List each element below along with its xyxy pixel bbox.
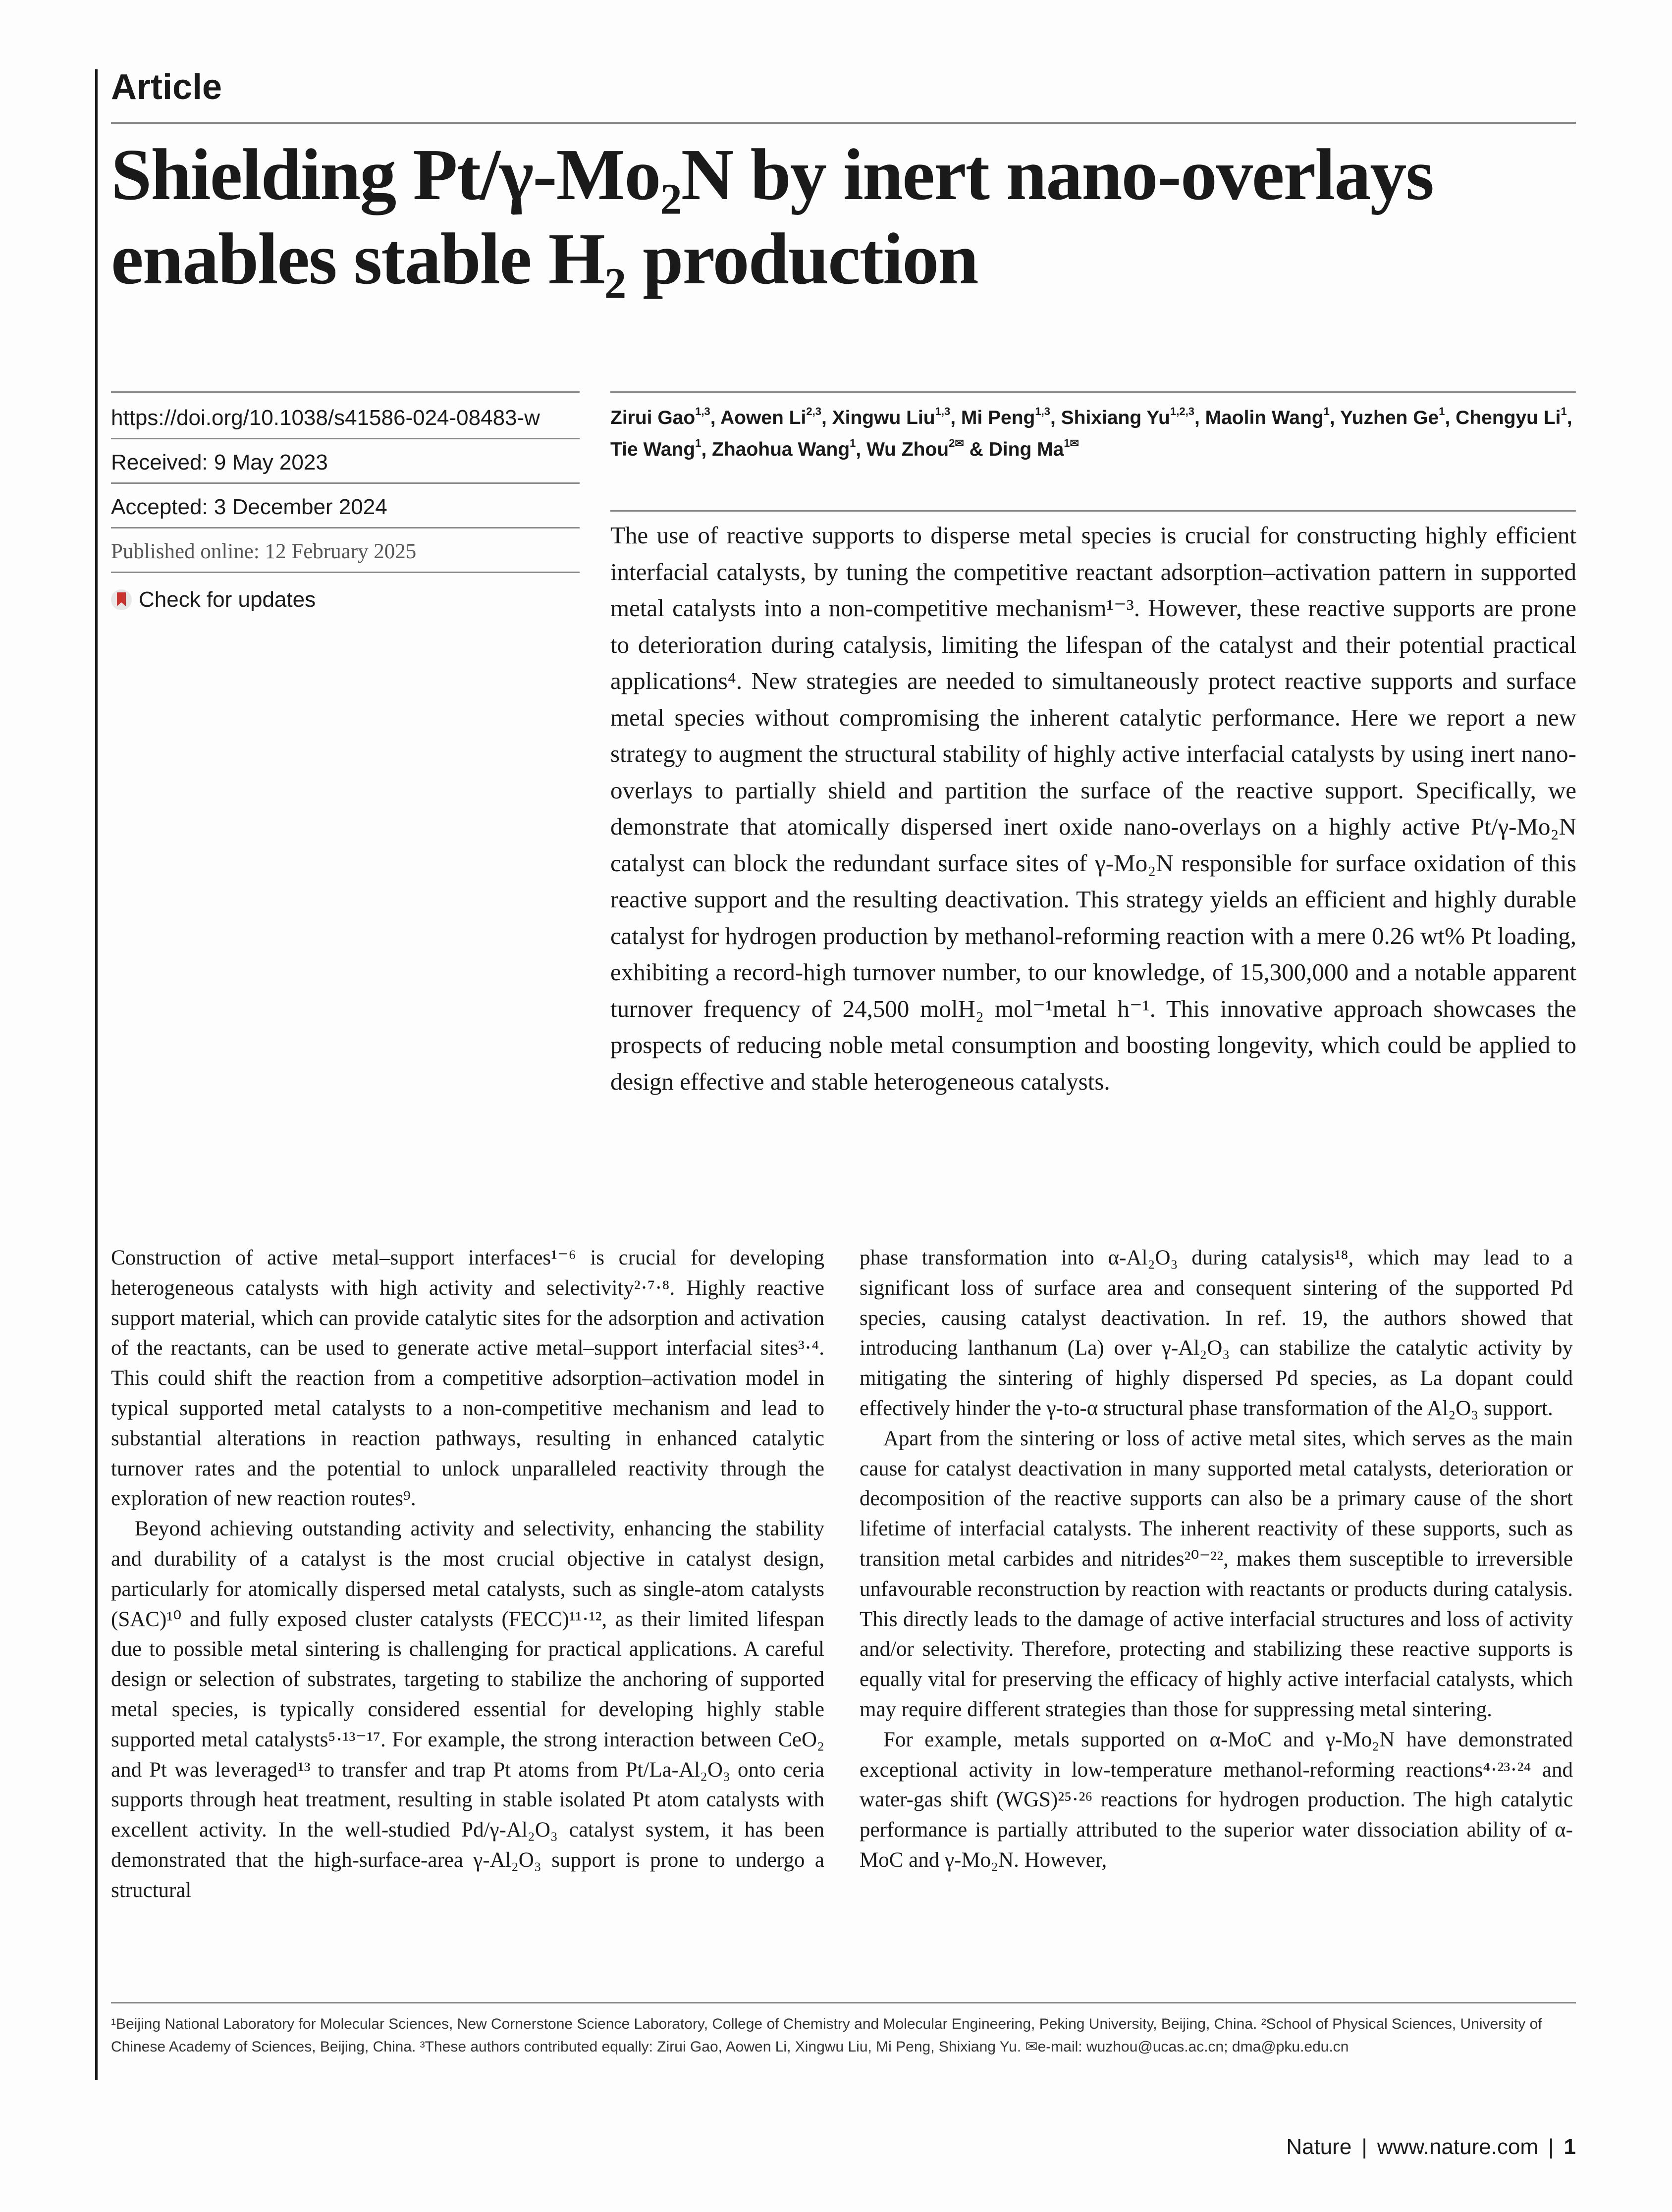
author-name[interactable]: Aowen Li	[720, 407, 807, 428]
title-line-1: Shielding Pt/γ-Mo₂N by inert nano-overlays	[111, 134, 1433, 215]
affiliations-footnote: ¹Beijing National Laboratory for Molecular Sciences, New Cornerstone Science Laboratory, College of Chemistry and Molecular Engineering, Peking University, Beijing, China. ²School of Physical Sciences, University of Chinese Academy of Sciences, Beijing, China. ³These authors contributed equally: Zirui Gao, Aowen Li, Xingwu Liu, Mi Peng, Shixiang Yu. ✉e-mail: wuzhou@ucas.ac.cn; dma@pku.edu.cn	[111, 2016, 1542, 2055]
meta-divider	[111, 438, 580, 439]
author-name[interactable]: Xingwu Liu	[832, 407, 935, 428]
author-name[interactable]: Tie Wang	[610, 439, 696, 460]
author-name[interactable]: Wu Zhou	[866, 439, 949, 460]
meta-divider	[111, 527, 580, 528]
body-column-right	[860, 1243, 1573, 1876]
authors-rule-top	[610, 391, 1576, 393]
page-footer	[1286, 2135, 1576, 2159]
author-separator: ,	[1445, 407, 1456, 428]
page-number: 1	[1564, 2135, 1576, 2159]
author-affiliation: 2,3	[806, 405, 821, 418]
footnote-rule	[111, 2002, 1576, 2003]
author-affiliation: 1	[1439, 405, 1445, 418]
footer-separator: |	[1548, 2135, 1554, 2159]
section-label: Article	[111, 67, 222, 107]
author-separator: ,	[1050, 407, 1061, 428]
abstract: The use of reactive supports to disperse metal species is crucial for constructing highly efficient interfacial catalysts, by tuning the competitive reactant adsorption–activation pattern in supported metal catalysts into a non-competitive mechanism¹⁻³. However, these reactive supports are prone to deterioration during catalysis, limiting the lifespan of the catalyst and their potential practical applications⁴. New strategies are needed to simultaneously protect reactive supports and surface metal species without compromising the inherent catalytic performance. Here we report a new strategy to augment the structural stability of highly active interfacial catalysts by using inert nano-overlays to partially shield and partition the surface of the reactive support. Specifically, we demonstrate that atomically dispersed inert oxide nano-overlays on a highly active Pt/γ-Mo₂N catalyst can block the redundant surface sites of γ-Mo₂N responsible for surface oxidation of this reactive support and the resulting deactivation. This strategy yields an efficient and highly durable catalyst for hydrogen production by methanol-reforming reaction with a mere 0.26 wt% Pt loading, exhibiting a record-high turnover number, to our knowledge, of 15,300,000 and a notable apparent turnover frequency of 24,500 molH₂ mol⁻¹metal h⁻¹. This innovative approach showcases the prospects of reducing noble metal consumption and boosting longevity, which could be applied to design effective and stable heterogeneous catalysts.	[610, 522, 1576, 1095]
title-line-2: enables stable H₂ production	[111, 218, 978, 300]
body-paragraph: For example, metals supported on α-MoC and γ-Mo₂N have demonstrated exceptional activity in low-temperature methanol-reforming reactions⁴·²³·²⁴ and water-gas shift (WGS)²⁵·²⁶ reactions for hydrogen production. The high catalytic performance is partially attributed to the superior water dissociation ability of α-MoC and γ-Mo₂N. However,	[860, 1728, 1573, 1872]
footer-separator: |	[1361, 2135, 1367, 2159]
body-paragraph: Apart from the sintering or loss of active metal sites, which serves as the main cause for catalyst deactivation in many supported metal catalysts, deterioration or decomposition of the reactive supports can also be a primary cause of the short lifetime of interfacial catalysts. The inherent reactivity of these supports, such as transition metal carbides and nitrides²⁰⁻²², makes them susceptible to irreversible unfavourable reconstruction by reaction with reactants or products during catalysis. This directly leads to the damage of active interfacial structures and loss of activity and/or selectivity. Therefore, protecting and stabilizing these reactive supports is equally vital for preserving the efficacy of highly active interfacial catalysts, which may require different strategies than those for suppressing metal sintering.	[860, 1426, 1573, 1721]
author-affiliation: 1,3	[1035, 405, 1050, 418]
author-affiliation: 1✉	[1064, 437, 1079, 449]
author-name[interactable]: Zhaohua Wang	[712, 439, 850, 460]
received-date: Received: 9 May 2023	[111, 450, 328, 474]
author-separator: ,	[856, 439, 867, 460]
body-paragraph: Beyond achieving outstanding activity and selectivity, enhancing the stability and durability of a catalyst is the most crucial objective in catalyst design, particularly for atomically dispersed metal catalysts, such as single-atom catalysts (SAC)¹⁰ and fully exposed cluster catalysts (FECC)¹¹·¹², as their limited lifespan due to possible metal sintering is challenging for practical applications. A careful design or selection of substrates, targeting to stabilize the anchoring of supported metal species, is typically considered essential for developing highly stable supported metal catalysts⁵·¹³⁻¹⁷. For example, the strong interaction between CeO₂ and Pt was leveraged¹³ to transfer and trap Pt atoms from Pt/La-Al₂O₃ onto ceria supports through heat treatment, resulting in stable isolated Pt atom catalysts with excellent activity. In the well-studied Pd/γ-Al₂O₃ catalyst system, it has been demonstrated that the high-surface-area γ-Al₂O₃ support is prone to undergo a structural	[111, 1517, 824, 1902]
author-affiliation: 1	[850, 437, 856, 449]
author-name[interactable]: Maolin Wang	[1205, 407, 1324, 428]
author-name[interactable]: Ding Ma	[988, 439, 1064, 460]
author-name[interactable]: Shixiang Yu	[1061, 407, 1170, 428]
accepted-date: Accepted: 3 December 2024	[111, 495, 387, 519]
doi-link[interactable]: https://doi.org/10.1038/s41586-024-08483-w	[111, 406, 540, 430]
left-margin-rule	[95, 69, 98, 2080]
author-name[interactable]: Zirui Gao	[610, 407, 696, 428]
author-affiliation: 1,2,3	[1170, 405, 1194, 418]
author-affiliation: 1	[695, 437, 701, 449]
author-affiliation: 2✉	[949, 437, 964, 449]
author-separator: ,	[1566, 407, 1572, 428]
header-rule	[111, 122, 1576, 124]
body-paragraph: Construction of active metal–support interfaces¹⁻⁶ is crucial for developing heterogeneous catalysts with high activity and selectivity²·⁷·⁸. Highly reactive support material, which can provide catalytic sites for the adsorption and activation of the reactants, can be used to generate active metal–support interfacial sites³·⁴. This could shift the reaction from a competitive adsorption–activation model in typical supported metal catalysts to a non-competitive mechanism and lead to substantial alterations in reaction pathways, resulting in enhanced catalytic turnover rates and the potential to unlock unparalleled reactivity through the exploration of new reaction routes⁹.	[111, 1246, 824, 1511]
journal-name: Nature	[1286, 2135, 1352, 2159]
article-title	[111, 133, 1572, 301]
meta-rule-top	[111, 391, 580, 393]
author-separator: ,	[1329, 407, 1340, 428]
author-separator: ,	[710, 407, 721, 428]
author-list	[610, 402, 1576, 466]
meta-divider	[111, 572, 580, 573]
abstract-rule	[610, 510, 1576, 512]
author-separator: ,	[1194, 407, 1205, 428]
check-for-updates-label: Check for updates	[139, 587, 316, 612]
journal-website-link[interactable]: www.nature.com	[1377, 2135, 1539, 2159]
author-separator: &	[964, 439, 989, 460]
author-affiliation: 1	[1323, 405, 1330, 418]
check-for-updates-button[interactable]	[111, 587, 316, 612]
author-separator: ,	[701, 439, 712, 460]
body-paragraph: phase transformation into α-Al₂O₃ during catalysis¹⁸, which may lead to a significant loss of surface area and consequent sintering of the supported Pd species, causing catalyst deactivation. In ref. 19, the authors showed that introducing lanthanum (La) over γ-Al₂O₃ can stabilize the catalytic activity by mitigating the sintering of highly dispersed Pd species, as La dopant could effectively hinder the γ-to-α structural phase transformation of the Al₂O₃ support.	[860, 1246, 1573, 1420]
body-column-left	[111, 1243, 824, 1906]
author-affiliation: 1,3	[935, 405, 951, 418]
author-separator: ,	[950, 407, 961, 428]
author-affiliation: 1	[1561, 405, 1567, 418]
author-name[interactable]: Chengyu Li	[1456, 407, 1561, 428]
author-separator: ,	[821, 407, 832, 428]
bookmark-icon	[111, 589, 132, 610]
author-affiliation: 1,3	[695, 405, 710, 418]
meta-divider	[111, 482, 580, 484]
published-date: Published online: 12 February 2025	[111, 540, 417, 563]
author-name[interactable]: Mi Peng	[961, 407, 1035, 428]
author-name[interactable]: Yuzhen Ge	[1340, 407, 1439, 428]
